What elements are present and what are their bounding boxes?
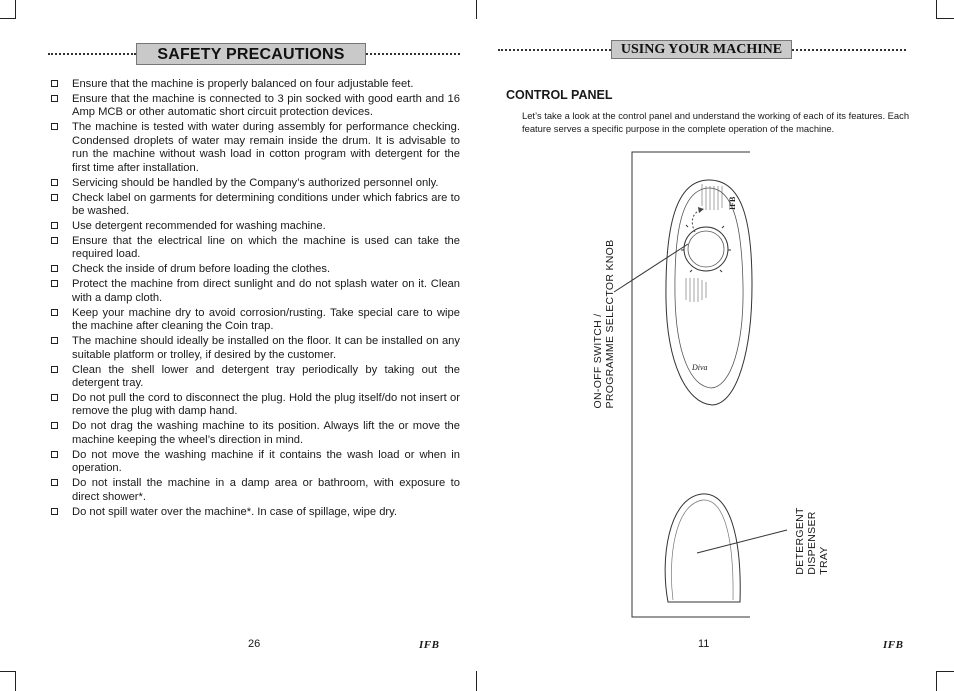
- knob-tick: [722, 226, 724, 228]
- list-item: Do not install the machine in a damp area or bathroom, with exposure to direct shower*.: [50, 477, 460, 504]
- list-item: The machine is tested with water during assembly for performance checking. Condensed droplets of water may remain inside the drum. It is advisable to run the machine without wash load in cotton program with detergent for the first time after installation.: [50, 121, 460, 175]
- list-item: Use detergent recommended for washing machine.: [50, 220, 460, 233]
- list-item: Do not move the washing machine if it contains the wash load or when in operation.: [50, 449, 460, 476]
- knob-tick: [720, 270, 722, 272]
- list-item: Servicing should be handled by the Company’s authorized personnel only.: [50, 177, 460, 190]
- knob-callout-label: ON-OFF SWITCH / PROGRAMME SELECTOR KNOB: [592, 239, 616, 409]
- knob-inner-ring: [688, 231, 724, 267]
- list-item: Check label on garments for determining conditions under which fabrics are to be washed.: [50, 192, 460, 219]
- list-item: Check the inside of drum before loading the clothes.: [50, 263, 460, 276]
- page-number-left: 26: [248, 638, 261, 650]
- detergent-leader-line: [697, 530, 787, 553]
- detergent-callout-label: DETERGENT DISPENSER TRAY: [794, 507, 830, 575]
- knob-leader-line: [614, 244, 688, 292]
- fascia-inner: [675, 188, 743, 388]
- list-item: Ensure that the electrical line on which the machine is used can take the required load.: [50, 235, 460, 262]
- section-banner-using: USING YOUR MACHINE: [611, 40, 792, 59]
- arrow-head-icon: [698, 207, 704, 213]
- footer-logo-left: IFB: [419, 639, 440, 651]
- list-item: Ensure that the machine is properly balanced on four adjustable feet.: [50, 78, 460, 91]
- control-fascia: [666, 180, 752, 405]
- list-item: Ensure that the machine is connected to 3 pin socked with good earth and 16 Amp MCB or other automatic short circuit protection devices.: [50, 93, 460, 120]
- list-item: Clean the shell lower and detergent tray periodically by taking out the detergent tray.: [50, 364, 460, 391]
- tray-inner-edge: [671, 500, 733, 600]
- list-item: Protect the machine from direct sunlight and do not splash water on it. Clean with a damp cloth.: [50, 278, 460, 305]
- panel-brand-logo: IFB: [728, 196, 737, 210]
- page-number-right: 11: [698, 638, 710, 650]
- list-item: Do not spill water over the machine*. In case of spillage, wipe dry.: [50, 506, 460, 519]
- section-banner-safety: SAFETY PRECAUTIONS: [136, 43, 366, 65]
- list-item: Do not pull the cord to disconnect the plug. Hold the plug itself/do not insert or remove the plug with damp hand.: [50, 392, 460, 419]
- knob-tick: [686, 225, 688, 227]
- control-panel-description: Let’s take a look at the control panel and understand the working of each of its features. Each feature serves a specific purpose in the complete operation of the machine.: [522, 110, 910, 134]
- panel-model-logo: Diva: [692, 363, 708, 372]
- list-item: Do not drag the washing machine to its position. Always lift the or move the machine keeping the wheel’s direction in mind.: [50, 420, 460, 447]
- panel-outline: [632, 152, 750, 617]
- footer-logo-right: IFB: [883, 639, 904, 651]
- knob-tick: [690, 270, 692, 272]
- selector-knob-icon[interactable]: [684, 227, 728, 271]
- control-panel-heading: CONTROL PANEL: [506, 88, 613, 102]
- list-item: Keep your machine dry to avoid corrosion/rusting. Take special care to wipe the machine after cleaning the Coin trap.: [50, 307, 460, 334]
- detergent-tray-icon[interactable]: [665, 494, 740, 602]
- list-item: The machine should ideally be installed on the floor. It can be installed on any suitable platform or trolley, if desired by the customer.: [50, 335, 460, 362]
